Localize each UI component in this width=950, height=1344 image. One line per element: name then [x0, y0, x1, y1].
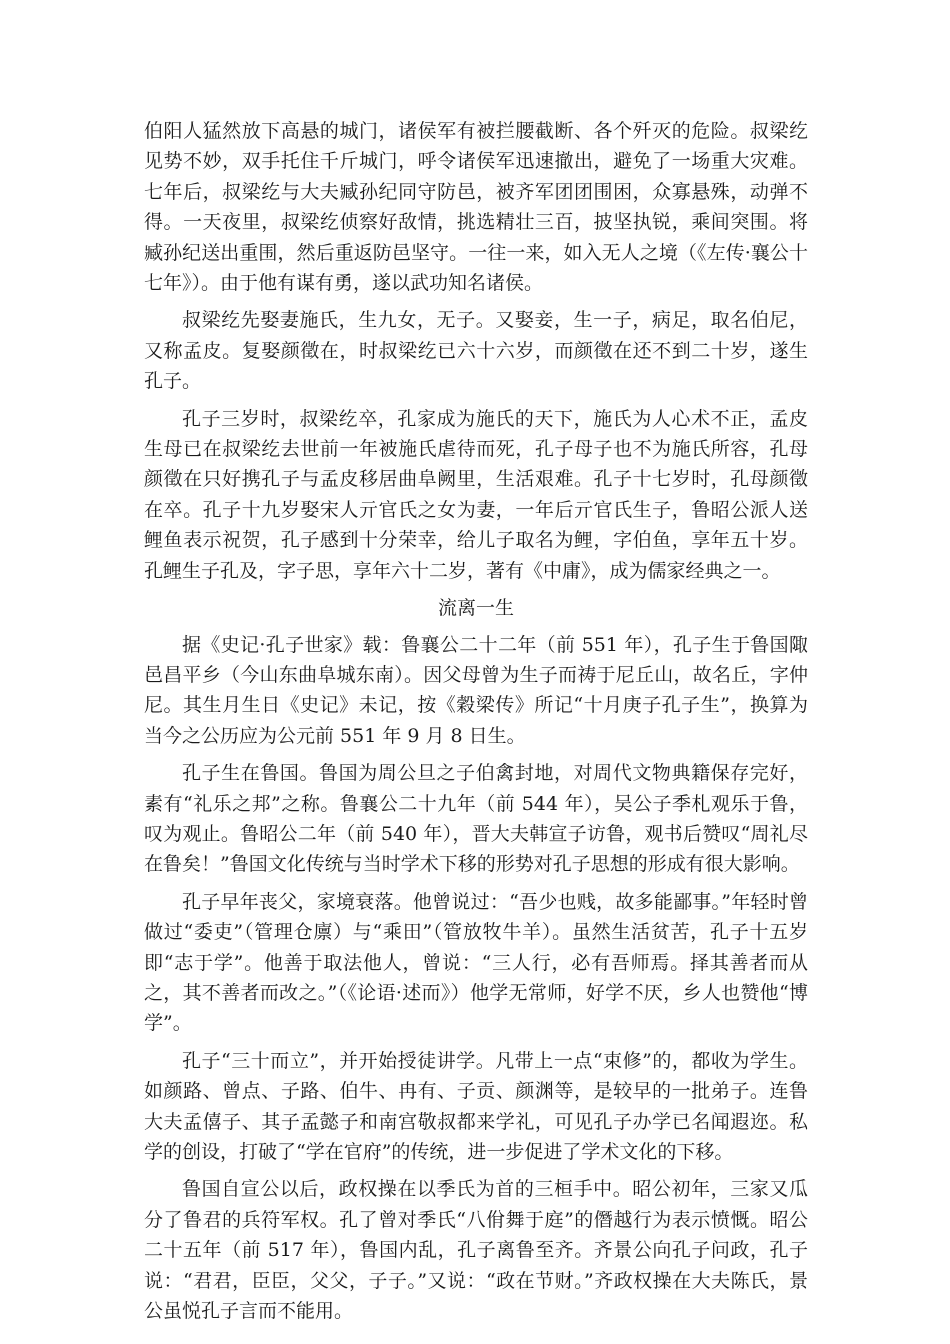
paragraph-childhood: 孔子三岁时，叔梁纥卒，孔家成为施氏的天下，施氏为人心术不正，孟皮生母已在叔梁纥去世前一年被施氏虐待而死，孔子母子也不为施氏所容，孔母颜徵在只好携孔子与孟皮移居曲阜阙里，生活艰难。孔子十七岁时，孔母颜徵在卒。孔子十九岁娶宋人亓官氏之女为妻，一年后亓官氏生子，鲁昭公派人送鲤鱼表示祝贺，孔子感到十分荣幸，给儿子取名为鲤，字伯鱼，享年五十岁。孔鲤生子孔及，字子思，享年六十二岁，著有《中庸》，成为儒家经典之一。 [144, 407, 808, 582]
paragraph-lu-state: 孔子生在鲁国。鲁国为周公旦之子伯禽封地，对周代文物典籍保存完好，素有“礼乐之邦”之称。鲁襄公二十九年（前 544 年），吴公子季札观乐于鲁，叹为观止。鲁昭公二年（前 540 年），晋大夫韩宣子访鲁，观书后赞叹“周礼尽在鲁矣！”鲁国文化传统与当时学术下移的形势对孔子思想的形成有很大影响。 [144, 762, 808, 876]
section-heading: 流离一生 [437, 597, 514, 620]
paragraph-politics: 鲁国自宣公以后，政权操在以季氏为首的三桓手中。昭公初年，三家又瓜分了鲁君的兵符军权。孔了曾对季氏“八佾舞于庭”的僭越行为表示愤慨。昭公二十五年（前 517 年），鲁国内乱，孔子离鲁至齐。齐景公向孔子问政，孔子说：“君君，臣臣，父父，子子。”又说：“政在节财。”齐政权操在大夫陈氏，景公虽悦孔子言而不能用。 [144, 1178, 808, 1323]
paragraph-marriage: 叔梁纥先娶妻施氏，生九女，无子。又娶妾，生一子，病足，取名伯尼，又称孟皮。复娶颜徵在，时叔梁纥已六十六岁，而颜徵在还不到二十岁，遂生孔子。 [144, 309, 808, 393]
paragraph-continuation: 伯阳人猛然放下高悬的城门，诸侯军有被拦腰截断、各个歼灭的危险。叔梁纥见势不妙，双手托住千斤城门，呼令诸侯军迅速撤出，避免了一场重大灾难。七年后，叔梁纥与大夫臧孙纪同守防邑，被齐军团团围困，众寡悬殊，动弹不得。一天夜里，叔梁纥侦察好敌情，挑选精壮三百，披坚执锐，乘间突围。将臧孙纪送出重围，然后重返防邑坚守。一往一来，如入无人之境（《左传·襄公十七年》）。由于他有谋有勇，遂以武功知名诸侯。 [144, 120, 808, 295]
paragraph-teaching: 孔子“三十而立”，并开始授徒讲学。凡带上一点“束修”的，都收为学生。如颜路、曾点、子路、伯牛、冉有、子贡、颜渊等，是较早的一批弟子。连鲁大夫孟僖子、其子孟懿子和南宫敬叔都来学礼，可见孔子办学已名闻遐迩。私学的创设，打破了“学在官府”的传统，进一步促进了学术文化的下移。 [144, 1049, 808, 1163]
paragraph-early-life: 孔子早年丧父，家境衰落。他曾说过：“吾少也贱，故多能鄙事。”年轻时曾做过“委吏”（管理仓廪）与“乘田”（管放牧牛羊）。虽然生活贫苦，孔子十五岁即“志于学”。他善于取法他人，曾说：“三人行，必有吾师焉。择其善者而从之，其不善者而改之。”（《论语·述而》）他学无常师，好学不厌，乡人也赞他“博学”。 [144, 890, 808, 1035]
document-body [144, 116, 808, 1333]
paragraph-birth: 据《史记·孔子世家》载：鲁襄公二十二年（前 551 年），孔子生于鲁国陬邑昌平乡（今山东曲阜城东南）。因父母曾为生子而祷于尼丘山，故名丘，字仲尼。其生月生日《史记》未记，按《穀梁传》所记“十月庚子孔子生”，换算为当今之公历应为公元前 551 年 9 月 8 日生。 [144, 633, 808, 747]
